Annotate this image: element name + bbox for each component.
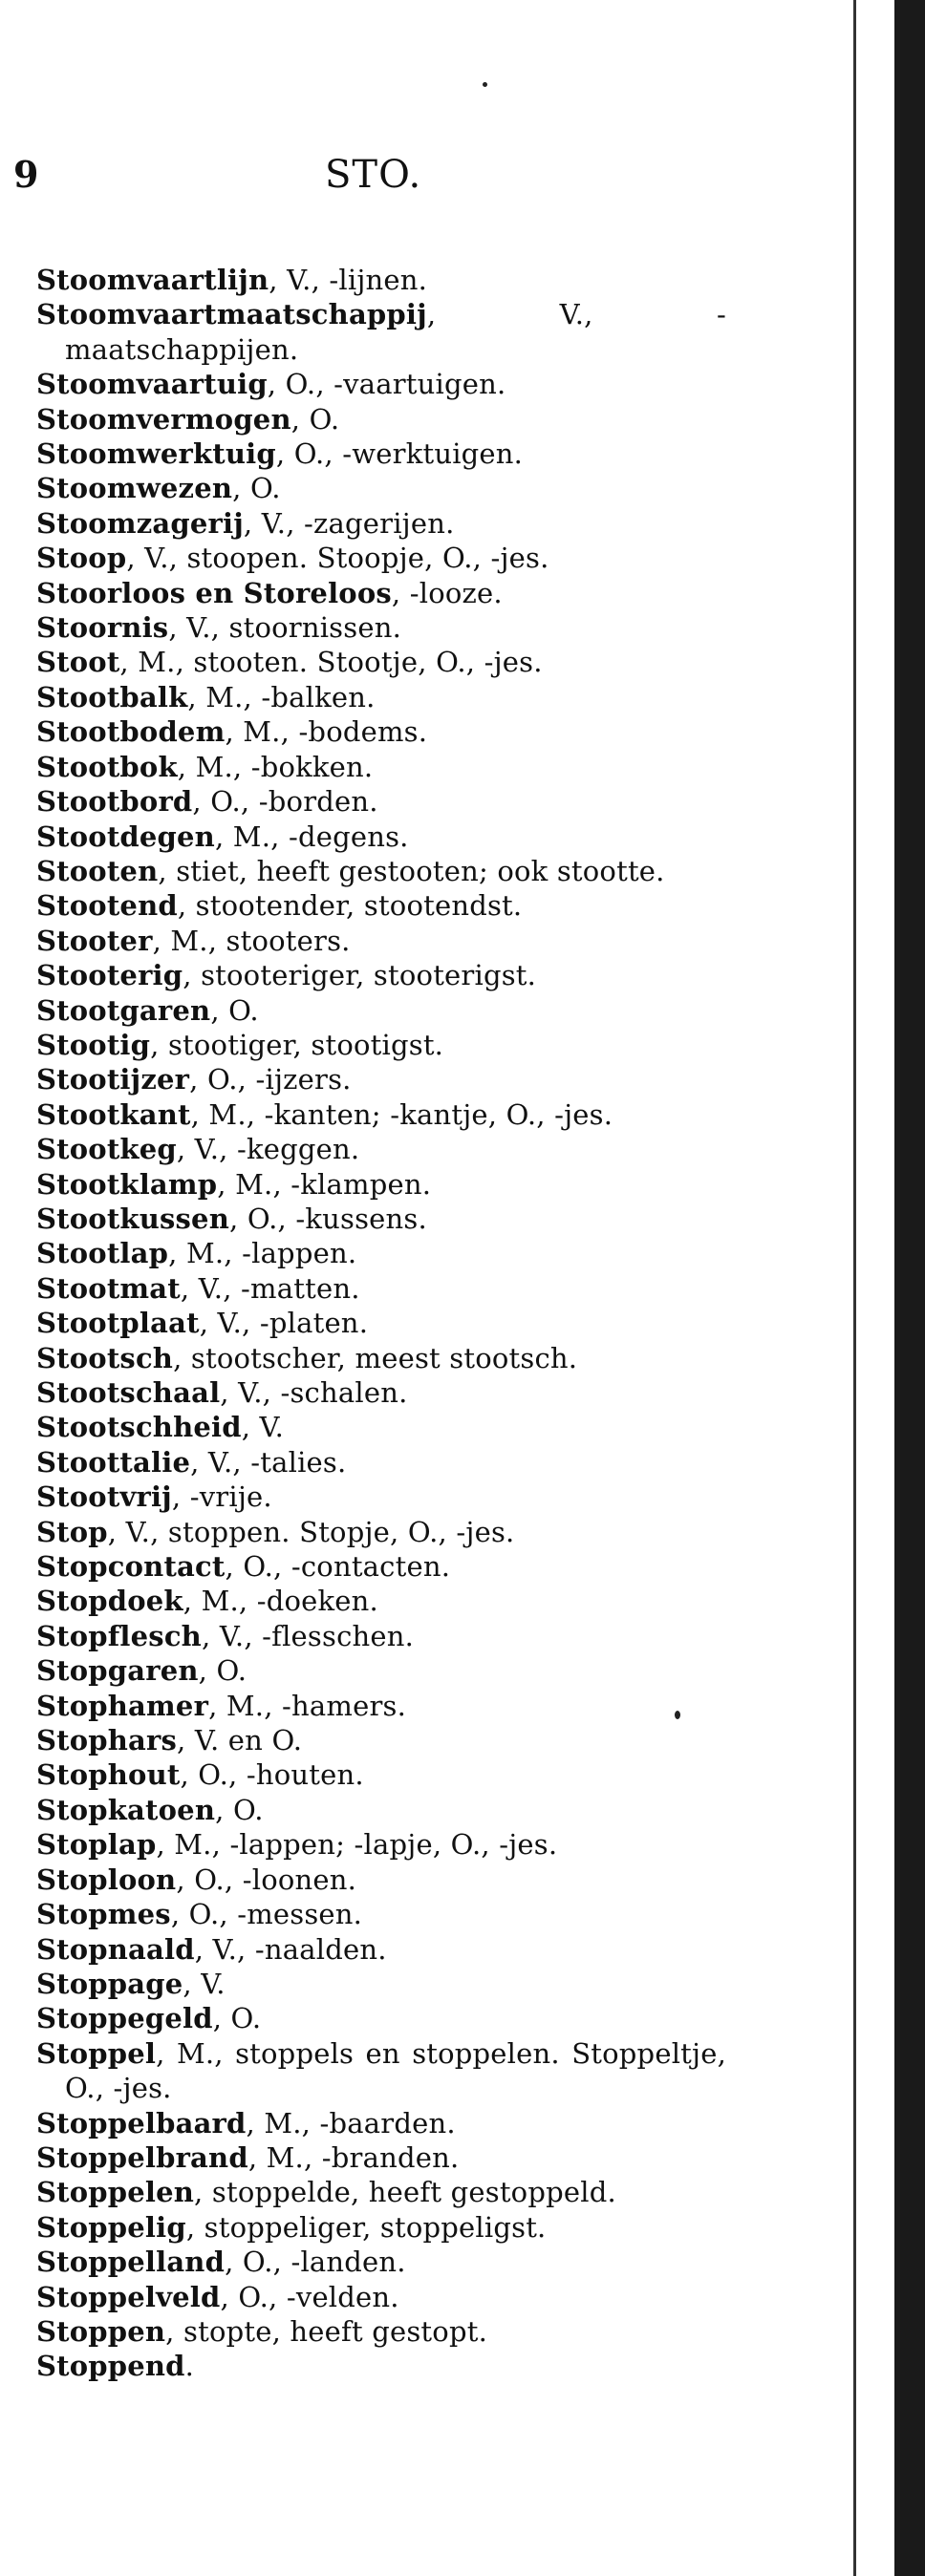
dictionary-entry — [36, 1167, 726, 1202]
entry-definition: , V., -naalden. — [194, 1932, 387, 1966]
dictionary-entry — [36, 367, 726, 401]
entry-definition: , V., stoornissen. — [168, 611, 402, 645]
entry-headword: Stootplaat — [36, 1307, 200, 1340]
dictionary-entries — [36, 263, 726, 2384]
entry-headword: Stopcontact — [36, 1550, 226, 1584]
entry-definition: , stoppeliger, stoppeligst. — [185, 2210, 547, 2244]
entry-definition: , O., -landen. — [225, 2246, 406, 2279]
dictionary-entry — [36, 2314, 726, 2349]
entry-headword: Stootbord — [36, 785, 193, 819]
entry-definition: , V., stoppen. Stopje, O., -jes. — [107, 1515, 515, 1548]
entry-definition: , M., -kanten; -kantje, O., -jes. — [190, 1097, 613, 1131]
dictionary-entry — [36, 576, 726, 610]
entry-definition: , M., stooters. — [152, 924, 351, 957]
dictionary-entry — [36, 2175, 726, 2209]
entry-definition: , M., -hamers. — [208, 1689, 407, 1722]
entry-headword: Stoot — [36, 646, 120, 679]
dictionary-entry — [36, 2140, 726, 2175]
entry-definition: , V., stoopen. Stoopje, O., -jes. — [126, 542, 549, 575]
entry-definition: , O., -vaartuigen. — [267, 368, 506, 401]
entry-definition: , M., -balken. — [187, 680, 376, 713]
entry-headword: Stootbalk — [36, 680, 188, 713]
dictionary-entry — [36, 1689, 726, 1723]
entry-headword: Stoplap — [36, 1828, 157, 1862]
entry-definition: , O., -werktuigen. — [275, 437, 524, 471]
entry-definition: , V., -keggen. — [176, 1133, 360, 1166]
dictionary-entry — [36, 888, 726, 923]
entry-headword: Stoppelveld — [36, 2280, 221, 2313]
dictionary-entry — [36, 1967, 726, 2001]
dictionary-entry — [36, 1757, 726, 1792]
ink-speck — [675, 1711, 680, 1719]
entry-definition: , V., -lijnen. — [269, 264, 428, 296]
dictionary-entry — [36, 2245, 726, 2279]
entry-headword: Stoomvermogen — [36, 402, 291, 436]
entry-definition: , O., -contacten. — [225, 1550, 451, 1584]
entry-headword: Stoppelen — [36, 2176, 195, 2209]
dictionary-entry — [36, 680, 726, 714]
entry-headword: Stootkussen — [36, 1202, 229, 1235]
entry-headword: Stoornis — [36, 611, 169, 645]
dictionary-entry — [36, 958, 726, 992]
entry-headword: Stophamer — [36, 1689, 209, 1722]
entry-definition: , O., -borden. — [192, 785, 378, 819]
entry-headword: Stopkatoen — [36, 1793, 216, 1826]
entry-headword: Stoppend — [36, 2350, 185, 2383]
binding-edge — [894, 0, 925, 2576]
entry-headword: Stoppelig — [36, 2210, 186, 2244]
entry-headword: Stoppelland — [36, 2246, 226, 2279]
entry-headword: Stootig — [36, 1028, 151, 1061]
dictionary-entry — [36, 1515, 726, 1549]
entry-headword: Stoploon — [36, 1863, 177, 1896]
dictionary-entry — [36, 2280, 726, 2314]
dictionary-entry — [36, 2106, 726, 2140]
entry-definition: , stootscher, meest stootsch. — [173, 1341, 578, 1374]
entry-headword: Stootklamp — [36, 1167, 218, 1201]
dictionary-entry — [36, 1584, 726, 1618]
entry-definition: , O. — [198, 1654, 247, 1688]
entry-definition: , stootender, stootendst. — [177, 889, 523, 923]
dictionary-entry — [36, 1863, 726, 1897]
entry-definition: , M., -baarden. — [246, 2106, 456, 2140]
entry-definition: , V., -matten. — [180, 1271, 360, 1305]
entry-headword: Stootend — [36, 889, 178, 923]
entry-definition: , O., -houten. — [180, 1758, 364, 1792]
dictionary-entry — [36, 1375, 726, 1410]
entry-definition: , M., -bokken. — [177, 750, 374, 783]
entry-headword: Stootijzer — [36, 1063, 190, 1096]
dictionary-entry — [36, 714, 726, 749]
entry-headword: Stoppegeld — [36, 2002, 213, 2035]
entry-headword: Stootkeg — [36, 1133, 177, 1166]
entry-headword: Stoomvaartlijn — [36, 264, 269, 296]
dictionary-entry — [36, 1341, 726, 1375]
entry-headword: Stophars — [36, 1724, 178, 1757]
dictionary-entry — [36, 1202, 726, 1236]
entry-headword: Stootvrij — [36, 1480, 172, 1514]
entry-definition: , V. — [183, 1967, 226, 2000]
dictionary-entry — [36, 1132, 726, 1166]
entry-headword: Stoppage — [36, 1967, 183, 2000]
entry-headword: Stoppen — [36, 2314, 166, 2348]
dictionary-entry — [36, 541, 726, 575]
dictionary-entry — [36, 1236, 726, 1270]
entry-headword: Stopnaald — [36, 1932, 195, 1966]
dictionary-entry — [36, 1619, 726, 1653]
dictionary-entry — [36, 263, 726, 297]
entry-headword: Stoomzagerij — [36, 506, 244, 540]
entry-headword: Stootbodem — [36, 715, 226, 749]
dictionary-entry — [36, 2210, 726, 2245]
entry-headword: Stopdoek — [36, 1585, 183, 1618]
entry-definition: . — [184, 2350, 195, 2383]
ink-speck — [483, 82, 487, 87]
entry-headword: Stootgaren — [36, 993, 211, 1027]
dictionary-entry — [36, 1410, 726, 1444]
entry-headword: Stoppelbrand — [36, 2140, 248, 2174]
dictionary-entry — [36, 854, 726, 888]
entry-headword: Stoorloos en Storeloos — [36, 576, 392, 609]
entry-headword: Stooten — [36, 854, 159, 887]
entry-headword: Stootdegen — [36, 820, 215, 853]
entry-definition: , V. en O. — [177, 1724, 303, 1757]
dictionary-entry — [36, 993, 726, 1028]
entry-definition: , V., -schalen. — [220, 1376, 408, 1409]
entry-headword: Stoottalie — [36, 1445, 191, 1479]
entry-definition: , M., -degens. — [214, 820, 409, 853]
entry-definition: , stoppelde, heeft gestoppeld. — [194, 2176, 616, 2209]
dictionary-entry — [36, 1653, 726, 1688]
dictionary-entry — [36, 1897, 726, 1931]
dictionary-entry — [36, 402, 726, 436]
entry-definition: , M., stooten. Stootje, O., -jes. — [119, 646, 543, 679]
dictionary-entry — [36, 1549, 726, 1584]
entry-definition: , M., -lappen. — [168, 1237, 357, 1270]
entry-definition: , V., -talies. — [190, 1445, 347, 1479]
dictionary-entry — [36, 471, 726, 505]
entry-definition: , O. — [210, 993, 259, 1027]
dictionary-entry — [36, 1793, 726, 1827]
dictionary-entry — [36, 1723, 726, 1757]
entry-headword: Stootbok — [36, 750, 178, 783]
entry-headword: Stoppel — [36, 2036, 157, 2070]
entry-definition: , O., -messen. — [170, 1898, 363, 1931]
dictionary-entry — [36, 610, 726, 645]
entry-headword: Stooterig — [36, 959, 183, 992]
dictionary-entry — [36, 924, 726, 958]
dictionary-entry — [36, 645, 726, 679]
entry-definition: , O., -velden. — [220, 2280, 399, 2313]
running-head: STO. — [325, 153, 422, 197]
dictionary-entry — [36, 1271, 726, 1306]
entry-definition: , M., stoppels en stoppelen. Stoppeltje, O., -jes. — [65, 2036, 726, 2105]
entry-headword: Stootmat — [36, 1271, 181, 1305]
entry-headword: Stopmes — [36, 1898, 171, 1931]
dictionary-entry — [36, 297, 726, 367]
entry-definition: , stootiger, stootigst. — [150, 1028, 444, 1061]
entry-definition: , V., -platen. — [199, 1307, 369, 1340]
dictionary-entry — [36, 784, 726, 819]
dictionary-entry — [36, 1480, 726, 1514]
entry-definition: , M., -klampen. — [217, 1167, 432, 1201]
entry-headword: Stoomvaartmaatschappij — [36, 298, 427, 331]
dictionary-entry — [36, 2001, 726, 2035]
entry-definition: , V., -zagerijen. — [243, 506, 455, 540]
entry-definition: , M., -branden. — [247, 2140, 460, 2174]
entry-headword: Stopflesch — [36, 1619, 202, 1652]
dictionary-entry — [36, 1062, 726, 1096]
dictionary-entry — [36, 436, 726, 471]
entry-definition: , stiet, heeft gestooten; ook stootte. — [158, 854, 665, 887]
dictionary-entry — [36, 750, 726, 784]
entry-definition: , V., -flesschen. — [201, 1619, 415, 1652]
dictionary-entry — [36, 1932, 726, 1967]
entry-headword: Stoomvaartuig — [36, 368, 268, 401]
entry-definition: , O. — [232, 472, 281, 505]
entry-definition: , -looze. — [391, 576, 503, 609]
entry-definition: , stooteriger, stooterigst. — [183, 959, 537, 992]
entry-headword: Stootkant — [36, 1097, 191, 1131]
dictionary-entry — [36, 1306, 726, 1340]
entry-headword: Stootschheid — [36, 1411, 242, 1444]
entry-definition: , M., -lappen; -lapje, O., -jes. — [156, 1828, 558, 1862]
entry-headword: Stootschaal — [36, 1376, 221, 1409]
dictionary-entry — [36, 2349, 726, 2383]
dictionary-entry — [36, 2036, 726, 2106]
entry-headword: Stoomwezen — [36, 472, 233, 505]
entry-headword: Stoppelbaard — [36, 2106, 247, 2140]
entry-definition: , stopte, heeft gestopt. — [165, 2314, 487, 2348]
dictionary-entry — [36, 506, 726, 541]
entry-headword: Stop — [36, 1515, 108, 1548]
dictionary-entry — [36, 1097, 726, 1132]
page-number: 9 — [13, 153, 39, 196]
entry-definition: , -vrije. — [171, 1480, 272, 1514]
entry-definition: , O. — [212, 2002, 262, 2035]
entry-definition: , M., -bodems. — [225, 715, 428, 749]
entry-headword: Stootsch — [36, 1341, 174, 1374]
entry-definition: , O., -kussens. — [229, 1202, 427, 1235]
dictionary-entry — [36, 1827, 726, 1862]
binding-rule — [853, 0, 856, 2576]
entry-headword: Stoop — [36, 542, 127, 575]
entry-definition: , O. — [215, 1793, 264, 1826]
entry-definition: , O., -loonen. — [176, 1863, 357, 1896]
entry-headword: Stophout — [36, 1758, 181, 1792]
entry-headword: Stoomwerktuig — [36, 437, 276, 471]
dictionary-entry — [36, 820, 726, 854]
entry-definition: , M., -doeken. — [183, 1585, 378, 1618]
dictionary-entry — [36, 1445, 726, 1480]
entry-headword: Stootlap — [36, 1237, 169, 1270]
dictionary-entry — [36, 1028, 726, 1062]
entry-definition: , O. — [290, 402, 340, 436]
entry-headword: Stopgaren — [36, 1654, 199, 1688]
entry-headword: Stooter — [36, 924, 153, 957]
entry-definition: , V., -maatschappijen. — [65, 298, 726, 366]
entry-definition: , V. — [241, 1411, 285, 1444]
entry-definition: , O., -ijzers. — [189, 1063, 352, 1096]
